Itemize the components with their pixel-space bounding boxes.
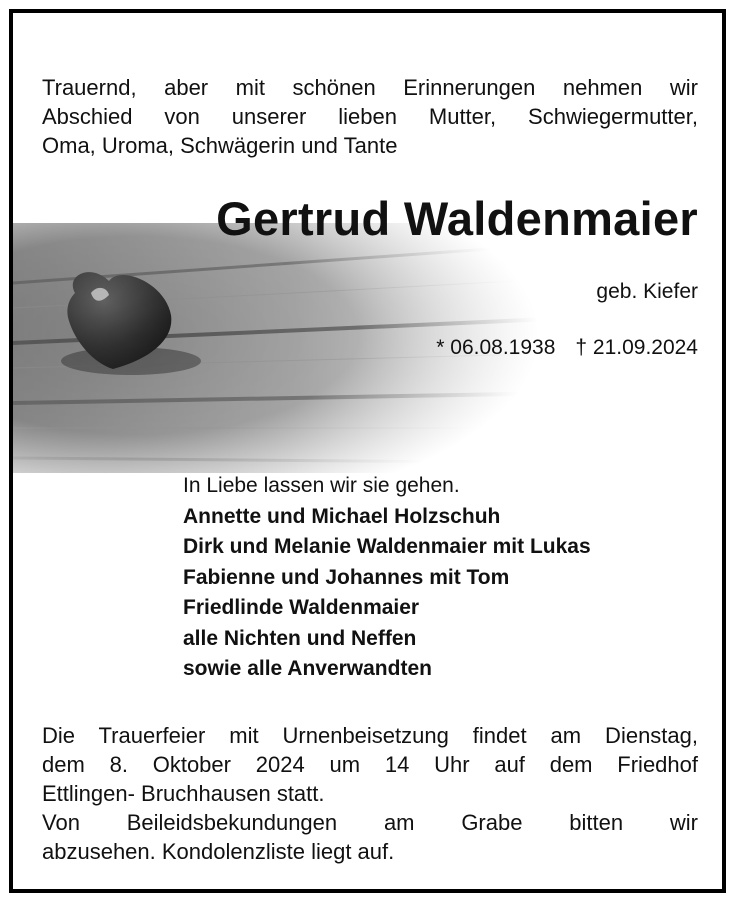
funeral-line: Die Trauerfeier mit Urnenbeisetzung findet am Dienstag, <box>42 723 698 748</box>
maiden-name: geb. Kiefer <box>596 280 698 303</box>
life-dates <box>436 335 698 361</box>
funeral-notice <box>42 721 698 866</box>
intro-line: Oma, Uroma, Schwägerin und Tante <box>42 133 398 158</box>
intro-text <box>42 73 698 160</box>
mourner-name: Dirk und Melanie Waldenmaier mit Lukas <box>183 535 591 558</box>
funeral-line: abzusehen. Kondolenzliste liegt auf. <box>42 839 395 864</box>
birth-date: * 06.08.1938 <box>436 336 556 359</box>
intro-line: Trauernd, aber mit schönen Erinnerungen nehmen wir <box>42 75 698 100</box>
funeral-line: Ettlingen- Bruchhausen statt. <box>42 781 325 806</box>
obituary-frame <box>9 9 726 893</box>
death-date: † 21.09.2024 <box>575 336 698 359</box>
mourners-lead: In Liebe lassen wir sie gehen. <box>183 474 460 497</box>
mourner-name: sowie alle Anverwandten <box>183 657 432 680</box>
funeral-line: dem 8. Oktober 2024 um 14 Uhr auf dem Friedhof <box>42 752 698 777</box>
funeral-line: Von Beileidsbekundungen am Grabe bitten wir <box>42 810 698 835</box>
intro-line: Abschied von unserer lieben Mutter, Schwiegermutter, <box>42 104 698 129</box>
mourners-list <box>183 471 703 685</box>
mourner-name: Friedlinde Waldenmaier <box>183 596 420 619</box>
mourner-name: Annette und Michael Holzschuh <box>183 504 501 528</box>
deceased-name: Gertrud Waldenmaier <box>216 192 698 245</box>
mourner-name: alle Nichten und Neffen <box>183 626 417 650</box>
mourner-name: Fabienne und Johannes mit Tom <box>183 565 510 589</box>
